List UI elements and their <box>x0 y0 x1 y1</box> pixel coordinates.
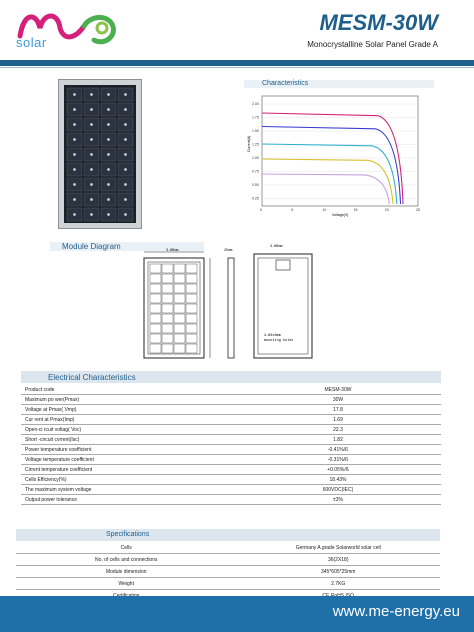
diagram-cell <box>150 274 161 283</box>
table-cell-value: 2.7KG <box>236 578 440 590</box>
table-cell-value: -0.31%/ß <box>231 455 441 465</box>
table-row <box>16 578 440 590</box>
table-cell-value: ±3% <box>231 495 441 505</box>
diagram-cell <box>174 334 185 343</box>
me-solar-logo <box>14 6 126 58</box>
diagram-cell <box>162 314 173 323</box>
table-row <box>16 566 440 578</box>
diagram-cell <box>174 264 185 273</box>
chart-x-tick: 10 <box>322 208 327 212</box>
back-note-holes: 4-Ø4x6mm <box>264 334 281 338</box>
table-row <box>21 395 441 405</box>
diagram-cell <box>186 284 197 293</box>
table-cell-key: Output power tolerance <box>21 495 231 505</box>
diagram-cell <box>150 334 161 343</box>
table-cell-value: 17.8 <box>231 405 441 415</box>
table-cell-key: Voltage at Pmax( Vmp) <box>21 405 231 415</box>
back-view-diagram <box>248 240 318 362</box>
table-cell-key: Maximum po wer(Pmax) <box>21 395 231 405</box>
table-cell-value: 1.69 <box>231 415 441 425</box>
diagram-cell <box>174 274 185 283</box>
diagram-cell <box>162 304 173 313</box>
diagram-cell <box>174 304 185 313</box>
front-view-diagram <box>140 248 216 362</box>
table-row <box>21 425 441 435</box>
diagram-cell <box>174 284 185 293</box>
header-rule <box>0 60 474 66</box>
table-cell-key: Cirrent temperature coefficient <box>21 465 231 475</box>
table-cell-value: 1.82 <box>231 435 441 445</box>
table-cell-value: 30W <box>231 395 441 405</box>
diagram-cell <box>186 334 197 343</box>
table-row <box>21 415 441 425</box>
diagram-cell <box>162 344 173 353</box>
table-row <box>21 485 441 495</box>
side-view-diagram <box>222 248 242 362</box>
front-width-label: 3-Ø6mm <box>166 249 179 253</box>
diagram-cell <box>186 324 197 333</box>
table-cell-key: Open-ci rcuit voltag( Voc) <box>21 425 231 435</box>
diagram-cell <box>150 304 161 313</box>
side-width-label: 25mm <box>224 249 233 253</box>
table-row <box>16 542 440 554</box>
table-cell-key: No. of cells and connections <box>16 554 236 566</box>
table-row <box>21 465 441 475</box>
diagram-cell <box>174 344 185 353</box>
table-cell-key: Short -circuit cvrrent(Isc) <box>21 435 231 445</box>
table-cell-value: Germany A grade Solarworld solar cell <box>236 542 440 554</box>
table-row <box>21 435 441 445</box>
solar-panel-image <box>58 79 142 229</box>
chart-y-tick: 1.00 <box>252 156 259 160</box>
diagram-cell <box>174 314 185 323</box>
diagram-cell <box>186 264 197 273</box>
table-cell-value: 36(2X18) <box>236 554 440 566</box>
specifications-header <box>16 529 440 541</box>
table-row <box>21 405 441 415</box>
back-note-mounting: mounting holes <box>264 339 294 343</box>
table-cell-key: Module dimension <box>16 566 236 578</box>
table-cell-value: 600VDC(IEC) <box>231 485 441 495</box>
module-diagram-label: Module Diagram <box>62 242 121 251</box>
chart-y-tick: 1.75 <box>252 115 259 120</box>
chart-y-tick: 0.50 <box>252 183 259 187</box>
diagram-cell <box>162 284 173 293</box>
table-cell-value: +0.05%/ß <box>231 465 441 475</box>
table-cell-key: Cells <box>16 542 236 554</box>
iv-curve-chart <box>246 92 434 222</box>
table-cell-value: 22.3 <box>231 425 441 435</box>
chart-x-tick: 25 <box>416 208 420 212</box>
chart-x-tick: 0 <box>260 208 262 212</box>
chart-ylabel: Current(A) <box>247 135 251 152</box>
diagram-cell <box>186 274 197 283</box>
diagram-cell <box>186 344 197 353</box>
electrical-title: Electrical Characteristics <box>48 373 136 382</box>
table-cell-key: Cur rent at Pmax(Imp) <box>21 415 231 425</box>
chart-series-line <box>262 174 389 204</box>
diagram-cell <box>174 294 185 303</box>
table-cell-value: 18.43% <box>231 475 441 485</box>
table-cell-value: 345*605*25mm <box>236 566 440 578</box>
chart-y-tick: 1.25 <box>252 142 259 147</box>
table-row <box>21 385 441 395</box>
chart-series-line <box>262 159 393 204</box>
diagram-cell <box>162 324 173 333</box>
table-row <box>21 495 441 505</box>
model-title: MESM-30W <box>319 10 438 35</box>
diagram-cell <box>162 294 173 303</box>
diagram-cell <box>186 294 197 303</box>
table-cell-key: Voltage temperature coefficient <box>21 455 231 465</box>
table-row <box>21 455 441 465</box>
back-width-label: 3-Ø6mm <box>270 245 283 249</box>
diagram-cell <box>162 264 173 273</box>
table-cell-value: -0.41%/ß <box>231 445 441 455</box>
diagram-cell <box>162 334 173 343</box>
electrical-table <box>21 385 441 505</box>
characteristics-label: Characteristics <box>262 80 309 87</box>
header-rule-thin <box>0 67 474 68</box>
table-cell-key: The maximum system voltage <box>21 485 231 495</box>
table-row <box>16 554 440 566</box>
diagram-cell <box>150 324 161 333</box>
diagram-cell <box>150 264 161 273</box>
diagram-cell <box>150 294 161 303</box>
table-cell-key: Power temperature coefficient <box>21 445 231 455</box>
diagram-cell <box>150 344 161 353</box>
diagram-cell <box>186 314 197 323</box>
specifications-title: Specifications <box>106 531 150 538</box>
solar-cell-grid <box>64 85 136 223</box>
footer-url[interactable]: www.me-energy.eu <box>332 603 460 620</box>
chart-x-tick: 5 <box>291 208 294 212</box>
chart-x-tick: 15 <box>353 208 358 212</box>
chart-y-tick: 2.00 <box>252 102 259 106</box>
table-row <box>21 475 441 485</box>
table-cell-key: Cells Efficiency(%) <box>21 475 231 485</box>
diagram-cell <box>186 304 197 313</box>
diagram-cell <box>174 324 185 333</box>
table-cell-key: Weight <box>16 578 236 590</box>
specifications-table <box>16 542 440 602</box>
table-cell-key: Product code <box>21 385 231 395</box>
chart-x-tick: 20 <box>384 208 389 212</box>
chart-xlabel: Voltage(V) <box>332 213 349 217</box>
chart-y-tick: 0.25 <box>252 196 259 201</box>
chart-y-tick: 0.75 <box>252 169 259 174</box>
table-row <box>21 445 441 455</box>
table-cell-value: MESM-30W <box>231 385 441 395</box>
diagram-cell <box>162 274 173 283</box>
diagram-cell <box>150 284 161 293</box>
diagram-cell <box>150 314 161 323</box>
chart-y-tick: 1.50 <box>252 129 259 133</box>
model-subtitle: Monocrystalline Solar Panel Grade A <box>307 40 438 49</box>
logo-text: solar <box>16 35 47 50</box>
